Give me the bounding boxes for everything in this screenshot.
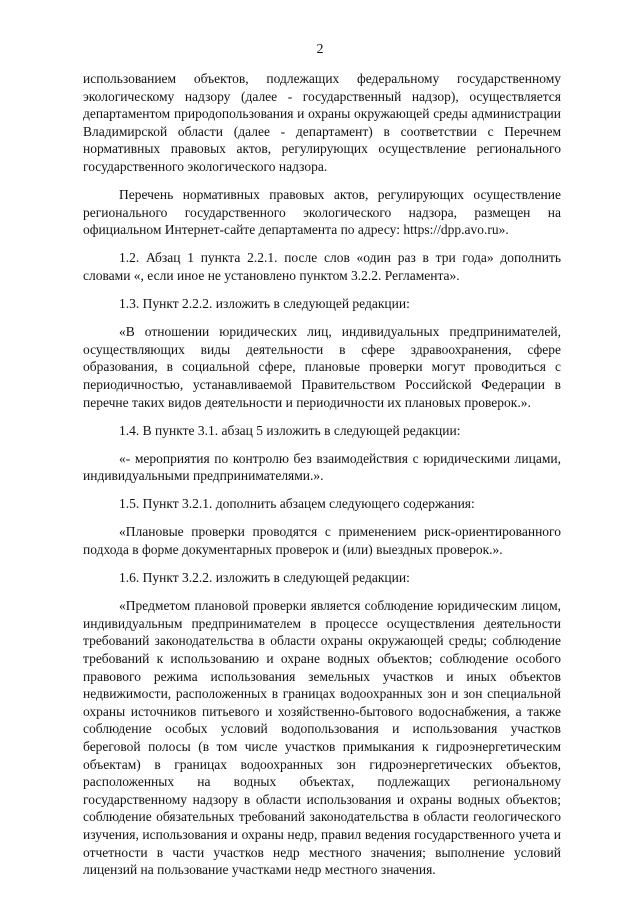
document-body [83,70,561,879]
paragraph-item-1-2: 1.2. Абзац 1 пункта 2.2.1. после слов «один раз в три года» дополнить словами «, если иное не установлено пунктом 3.2.2. Регламента». [83,250,561,283]
paragraph-item-1-6-text: «Предметом плановой проверки является соблюдение юридическим лицом, индивидуальным предпринимателем в процессе осуществления деятельности требований законодательства в области охраны окружающей среды; соблюдение требований к использованию и охране водных объектов; соблюдение особого правового режима использования земельных участков и иных объектов недвижимости, расположенных в границах водоохранных зон и зон специальной охраны источников питьевого и хозяйственно-бытового водоснабжения, а также соблюдение особых условий водопользования и использования участков береговой полосы (в том числе участков примыкания к гидроэнергетическим объектам) в границах водоохранных зон гидроэнергетических объектов, расположенных на водных объектах, подлежащих региональному государственному надзору в области использования и охраны водных объектов; соблюдение обязательных требований законодательства в области геологического изучения, использования и охраны недр, правил ведения государственного учета и отчетности в части участков недр местного значения; выполнение условий лицензий на пользование участками недр местного значения. [83,598,561,878]
page-number: 2 [316,42,324,57]
paragraph-continuation: использованием объектов, подлежащих федеральному государственному экологическому надзору (далее - государственный надзор), осуществляется департаментом природопользования и охраны окружающей среды администрации Владимирской области (далее - департамент) в соответствии с Перечнем нормативных правовых актов, регулирующих осуществление регионального государственного экологического надзора. [83,71,561,174]
paragraph-item-1-3: 1.3. Пункт 2.2.2. изложить в следующей редакции: [119,296,410,312]
paragraph-item-1-5: 1.5. Пункт 3.2.1. дополнить абзацем следующего содержания: [119,496,475,512]
paragraph-item-1-4-text: «- мероприятия по контролю без взаимодействия с юридическими лицами, индивидуальными предпринимателями.». [83,450,561,484]
paragraph-item-1-6: 1.6. Пункт 3.2.2. изложить в следующей редакции: [119,570,410,586]
paragraph-item-1-5-text: «Плановые проверки проводятся с применением риск-ориентированного подхода в форме документарных проверок и (или) выездных проверок.». [83,524,561,558]
paragraph-item-1-3-text: «В отношении юридических лиц, индивидуальных предпринимателей, осуществляющих виды деятельности в сфере здравоохранения, сфере образования, в социальной сфере, плановые проверки могут проводиться с периодичностью, устанавливаемой Правительством Российской Федерации в перечне таких видов деятельности и периодичности их плановых проверок.». [83,324,561,410]
paragraph-item-1-4: 1.4. В пункте 3.1. абзац 5 изложить в следующей редакции: [119,422,461,438]
paragraph-regulations-list: Перечень нормативных правовых актов, регулирующих осуществление регионального государственного экологического надзора, размещен на официальном Интернет-сайте департамента по адресу: https://dpp.avo.ru». [83,187,561,238]
